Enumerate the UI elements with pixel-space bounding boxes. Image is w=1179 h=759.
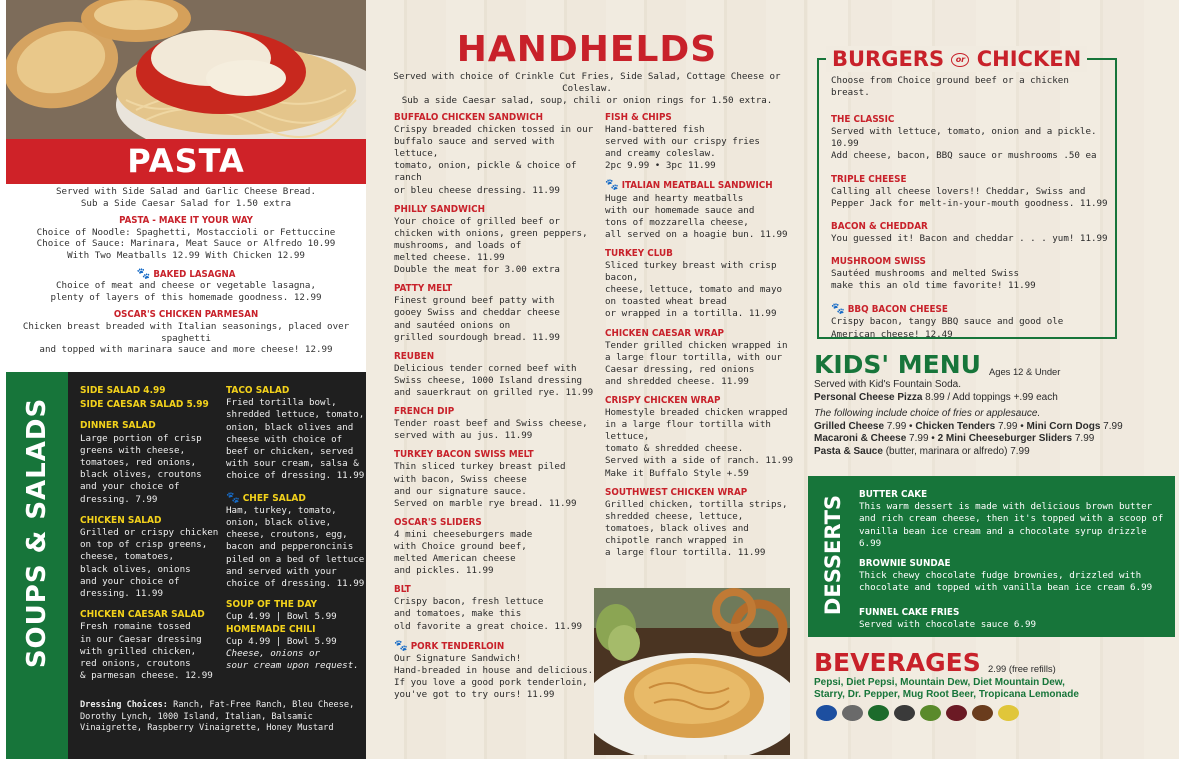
dessert-line: vanilla bean ice cream and a chocolate syrup drizzle 6.99 xyxy=(859,525,1147,549)
kids-item: Chicken Tenders xyxy=(915,420,996,432)
handheld-line: Swiss cheese, 1000 Island dressing xyxy=(394,374,583,386)
handheld-line: Tender grilled chicken wrapped in xyxy=(605,339,788,351)
kids-price: 7.99 xyxy=(1072,433,1095,445)
pasta-item-line: Choice of meat and cheese or vegetable lasagna, xyxy=(56,280,316,292)
soup-price: Cup 4.99 | Bowl 5.99 xyxy=(226,611,337,623)
handheld-name: FISH & CHIPS xyxy=(605,112,672,123)
handheld-line: Served with a side of ranch. 11.99 xyxy=(605,455,794,467)
kids-line-1 xyxy=(814,421,1174,434)
handheld-line: grilled sourdough bread. 11.99 xyxy=(394,331,560,343)
salad-line: onion, black olives and xyxy=(226,421,354,433)
handheld-name: PATTY MELT xyxy=(394,283,453,295)
salad-name: CHICKEN CAESAR SALAD xyxy=(80,609,205,621)
paw-print-icon: 🐾 xyxy=(831,302,845,316)
beverages-title: BEVERAGES xyxy=(814,648,981,677)
handheld-line: Double the meat for 3.00 extra xyxy=(394,264,560,276)
pasta-item-name: PASTA - MAKE IT YOUR WAY xyxy=(119,215,253,227)
burger-line: Calling all cheese lovers!! Cheddar, Swiss and xyxy=(831,185,1086,197)
mug-root-beer-logo-icon xyxy=(972,705,993,721)
diet-pepsi-logo-icon xyxy=(842,705,863,721)
kids-menu-section xyxy=(814,379,1174,459)
handheld-line: Crispy bacon, fresh lettuce xyxy=(394,596,544,608)
salad-line: black olives, onions xyxy=(80,563,191,575)
dressing-label: Dressing Choices: xyxy=(80,700,168,710)
handheld-line: shredded cheese, lettuce, xyxy=(605,510,744,522)
handheld-line: you've got to try ours! 11.99 xyxy=(394,689,555,701)
handheld-label: ITALIAN MEATBALL SANDWICH xyxy=(621,180,773,192)
tropicana-logo-icon xyxy=(998,705,1019,721)
salad-line: with sour cream, salsa & xyxy=(226,458,359,470)
burger-line: You guessed it! Bacon and cheddar . . . yum! 11.99 xyxy=(831,232,1108,244)
kids-pizza-name: Personal Cheese Pizza xyxy=(814,391,923,403)
handheld-line: served with au jus. 11.99 xyxy=(394,430,533,442)
salad-line: Fresh romaine tossed xyxy=(80,621,191,633)
handheld-line: mushrooms, and loads of xyxy=(394,239,522,251)
handhelds-sub-2: Sub a side Caesar salad, soup, chili or onion rings for 1.50 extra. xyxy=(401,95,773,107)
handheld-line: buffalo sauce and served with lettuce, xyxy=(394,136,555,160)
salad-line: shredded lettuce, tomato, xyxy=(226,409,365,421)
handheld-line: Make it Buffalo Style +.59 xyxy=(605,467,749,479)
handhelds-sub-1: Served with choice of Crinkle Cut Fries, Side Salad, Cottage Cheese or Coleslaw. xyxy=(393,71,781,95)
pasta-intro-2: Sub a Side Caesar Salad for 1.50 extra xyxy=(80,197,292,209)
handheld-line: and pickles. 11.99 xyxy=(394,565,494,577)
handheld-line: Your choice of grilled beef or xyxy=(394,215,560,227)
salad-line: Ham, turkey, tomato, xyxy=(226,504,337,516)
burger-line: Served with lettuce, tomato, onion and a pickle. 10.99 xyxy=(831,126,1097,150)
beverage-logos xyxy=(816,705,1019,721)
kids-served: Served with Kid's Fountain Soda. xyxy=(814,379,961,390)
burger-line: make this an old time favorite! 11.99 xyxy=(831,280,1036,292)
salad-line: beef or chicken, served xyxy=(226,446,354,458)
soup-of-the-day: SOUP OF THE DAY xyxy=(226,599,318,611)
burger-name xyxy=(831,303,1113,316)
handheld-name: BLT xyxy=(394,584,411,596)
paw-print-icon: 🐾 xyxy=(394,638,408,652)
handheld-label: PORK TENDERLOIN xyxy=(410,640,505,652)
salad-line: cheese, croutons, egg, xyxy=(226,529,348,541)
kids-item: Mini Corn Dogs xyxy=(1026,420,1101,432)
handheld-name: TURKEY CLUB xyxy=(605,247,673,259)
salad-line: dressing. 11.99 xyxy=(80,588,163,600)
beverages-list xyxy=(814,677,1114,702)
chicken-title-part: CHICKEN xyxy=(976,47,1082,71)
salad-line: and served with your xyxy=(226,565,337,577)
handheld-line: or wrapped in a tortilla. 11.99 xyxy=(605,308,777,320)
handheld-name: PHILLY SANDWICH xyxy=(394,203,485,215)
pasta-photo xyxy=(6,0,366,139)
burger-line: Pepper Jack for melt-in-your-mouth goodness. 11.99 xyxy=(831,197,1108,209)
burger-name: BACON & CHEDDAR xyxy=(831,220,928,232)
burger-name: TRIPLE CHEESE xyxy=(831,173,907,185)
burger-name: MUSHROOM SWISS xyxy=(831,256,926,268)
salad-line: tomatoes, red onions, xyxy=(80,457,197,469)
pasta-title: PASTA xyxy=(127,142,245,180)
kids-item: 2 Mini Cheeseburger Sliders xyxy=(937,433,1073,445)
pasta-section xyxy=(6,186,366,356)
burger-line: Sautéed mushrooms and melted Swiss xyxy=(831,268,1020,280)
handheld-line: melted American cheese xyxy=(394,553,516,565)
handheld-line: or bleu cheese dressing. 11.99 xyxy=(394,184,560,196)
kids-pizza-line xyxy=(814,392,1174,405)
handheld-line: chipotle ranch wrapped in xyxy=(605,535,744,546)
paw-print-icon: 🐾 xyxy=(605,178,619,192)
handheld-line: served with our crispy fries xyxy=(605,136,760,148)
tenderloin-photo-art xyxy=(594,588,790,755)
side-salad: SIDE SALAD 4.99 xyxy=(80,385,166,396)
handheld-line: Hand-battered fish xyxy=(605,124,705,136)
handheld-name: FRENCH DIP xyxy=(394,406,455,418)
handheld-line: cheese, lettuce, tomato and mayo xyxy=(605,284,783,296)
salad-line: piled on a bed of lettuce xyxy=(226,553,365,565)
kids-item: Macaroni & Cheese xyxy=(814,433,907,445)
burger-line: Add cheese, bacon, BBQ sauce or mushrooms .50 ea xyxy=(831,150,1097,162)
salad-name: CHICKEN SALAD xyxy=(80,514,162,526)
handheld-line: and our signature sauce. xyxy=(394,485,527,497)
handheld-line: a large flour tortilla. 11.99 xyxy=(605,547,766,559)
handheld-name: REUBEN xyxy=(394,350,435,362)
kids-item: Pasta & Sauce xyxy=(814,445,883,457)
handheld-line: and sauerkraut on grilled rye. 11.99 xyxy=(394,386,594,398)
handheld-line: 2pc 9.99 • 3pc 11.99 xyxy=(605,160,716,172)
handheld-name: SOUTHWEST CHICKEN WRAP xyxy=(605,486,748,498)
handheld-line: Huge and hearty meatballs xyxy=(605,192,744,204)
beverages-price: 2.99 (free refills) xyxy=(988,663,1056,674)
paw-print-icon: 🐾 xyxy=(226,490,240,504)
handheld-name: OSCAR'S SLIDERS xyxy=(394,516,482,528)
handheld-name xyxy=(394,640,599,653)
handheld-line: Tender roast beef and Swiss cheese, xyxy=(394,418,588,430)
pasta-item-line: Choice of Sauce: Marinara, Meat Sauce or Alfredo 10.99 xyxy=(36,238,336,250)
handheld-line: 4 mini cheeseburgers made xyxy=(394,528,533,540)
burgers-chicken-title xyxy=(826,46,1087,72)
pasta-item-line: With Two Meatballs 12.99 With Chicken 12.99 xyxy=(67,249,305,261)
salad-line: cheese with choice of xyxy=(226,433,343,445)
kids-pizza-price: 8.99 / Add toppings +.99 each xyxy=(922,391,1058,403)
desserts-section xyxy=(859,489,1171,631)
dessert-line: Served with chocolate sauce 6.99 xyxy=(859,618,1037,630)
salad-line: choice of dressing. 11.99 xyxy=(226,578,365,590)
mountain-dew-logo-icon xyxy=(868,705,889,721)
pasta-intro-1: Served with Side Salad and Garlic Cheese Bread. xyxy=(56,186,316,197)
dessert-line: chocolate and topped with vanilla bean ice cream 6.99 xyxy=(859,582,1153,594)
handheld-name xyxy=(605,179,805,192)
tenderloin-photo xyxy=(594,588,790,755)
burger-line: American cheese! 12.49 xyxy=(831,328,953,340)
handhelds-title: HANDHELDS xyxy=(456,29,718,70)
handheld-line: Grilled chicken, tortilla strips, xyxy=(605,498,788,510)
starry-logo-icon xyxy=(920,705,941,721)
burgers-section xyxy=(831,75,1113,341)
salad-line: Fried tortilla bowl, xyxy=(226,397,337,409)
handheld-line: Caesar dressing, red onions xyxy=(605,363,755,375)
handheld-line: in a large flour tortilla with lettuce, xyxy=(605,419,771,443)
homemade-chili: HOMEMADE CHILI xyxy=(226,623,316,635)
dessert-name: BUTTER CAKE xyxy=(859,489,928,500)
salad-line: bacon and pepperoncinis xyxy=(226,541,354,553)
salad-line: and your choice of xyxy=(80,575,180,587)
salad-name: DINNER SALAD xyxy=(80,420,156,432)
handheld-line: and sautéed onions on xyxy=(394,319,511,331)
handheld-line: Finest ground beef patty with xyxy=(394,295,555,307)
handheld-line: and shredded cheese. 11.99 xyxy=(605,375,749,387)
pasta-photo-art xyxy=(6,0,366,139)
kids-note: The following include choice of fries or applesauce. xyxy=(814,408,1041,420)
chili-note: Cheese, onions or xyxy=(226,648,321,660)
diet-dew-logo-icon xyxy=(894,705,915,721)
handheld-line: on toasted wheat bread xyxy=(605,296,727,308)
handheld-line: Served on marble rye bread. 11.99 xyxy=(394,497,577,509)
handheld-line: If you love a good pork tenderloin, xyxy=(394,676,588,688)
handheld-line: Delicious tender corned beef with xyxy=(394,362,577,374)
kids-line-2 xyxy=(814,433,1174,446)
chili-note: sour cream upon request. xyxy=(226,660,359,672)
pasta-item-label: BAKED LASAGNA xyxy=(153,268,236,280)
salad-line: dressing. 7.99 xyxy=(80,493,158,505)
burgers-title-part: BURGERS xyxy=(832,47,945,71)
burger-line: Crispy bacon, tangy BBQ sauce and good ole xyxy=(831,316,1064,328)
handheld-line: old favorite a great choice. 11.99 xyxy=(394,620,583,632)
handheld-name: BUFFALO CHICKEN SANDWICH xyxy=(394,112,544,123)
handheld-line: gooey Swiss and cheddar cheese xyxy=(394,307,560,319)
kids-menu-title: KIDS' MENU xyxy=(814,350,981,379)
salad-line: cheese, tomatoes, xyxy=(80,551,175,563)
salad-line: onion, black olive, xyxy=(226,517,332,529)
kids-age-note: Ages 12 & Under xyxy=(989,366,1061,377)
beverages-line-2: Starry, Dr. Pepper, Mug Root Beer, Tropicana Lemonade xyxy=(814,689,1079,701)
paw-print-icon: 🐾 xyxy=(136,266,151,280)
salad-line: on top of crisp greens, xyxy=(80,539,208,551)
kids-price: (butter, marinara or alfredo) 7.99 xyxy=(882,445,1030,457)
handheld-line: and creamy coleslaw. xyxy=(605,148,716,160)
beverages-line-1: Pepsi, Diet Pepsi, Mountain Dew, Diet Mountain Dew, xyxy=(814,677,1065,688)
soups-column-1 xyxy=(80,385,225,682)
soups-salads-title: SOUPS & SALADS xyxy=(22,397,52,669)
handheld-line: tomato & shredded cheese. xyxy=(605,443,744,455)
burger-label: BBQ BACON CHEESE xyxy=(847,304,948,316)
pasta-item-line: Choice of Noodle: Spaghetti, Mostaccioli or Fettuccine xyxy=(36,226,336,238)
handheld-line: Sliced turkey breast with crisp bacon, xyxy=(605,260,777,284)
handheld-line: tomato, onion, pickle & choice of ranch xyxy=(394,160,577,184)
handheld-line: all served on a hoagie bun. 11.99 xyxy=(605,228,788,240)
handheld-line: Hand-breaded in house and delicious. xyxy=(394,664,594,676)
handhelds-column-1 xyxy=(394,112,599,701)
kids-price: 7.99 • xyxy=(884,420,916,432)
handheld-line: tons of mozzarella cheese, xyxy=(605,216,749,228)
salad-line: red onions, croutons xyxy=(80,658,191,670)
dressing-choices xyxy=(80,700,362,735)
pasta-item-name: OSCAR'S CHICKEN PARMESAN xyxy=(113,309,259,321)
burger-name: THE CLASSIC xyxy=(831,114,895,126)
pasta-item-line: and topped with marinara sauce and more cheese! 12.99 xyxy=(39,344,333,356)
handheld-line: melted cheese. 11.99 xyxy=(394,252,505,264)
handheld-line: Our Signature Sandwich! xyxy=(394,652,522,664)
salad-line: greens with cheese, xyxy=(80,444,186,456)
salad-line: & parmesan cheese. 12.99 xyxy=(80,670,213,682)
dressing-text: Ranch, Fat-Free Ranch, Bleu Cheese, Dorothy Lynch, 1000 Island, Italian, Balsamic Vinaigrette, Raspberry Vinaigrette, Honey Mustard xyxy=(80,700,355,734)
handhelds-subtitle xyxy=(366,71,808,108)
chili-price: Cup 4.99 | Bowl 5.99 xyxy=(226,635,337,647)
kids-item: Grilled Cheese xyxy=(814,420,885,432)
handheld-line: with Choice ground beef, xyxy=(394,541,527,552)
salad-line: with grilled chicken, xyxy=(80,645,197,657)
kids-line-3 xyxy=(814,446,1174,459)
salad-line: choice of dressing. 11.99 xyxy=(226,470,365,482)
dessert-name: FUNNEL CAKE FRIES xyxy=(859,606,960,618)
handheld-line: Homestyle breaded chicken wrapped xyxy=(605,407,788,419)
handheld-name: TURKEY BACON SWISS MELT xyxy=(394,449,534,461)
salad-line: Grilled or crispy chicken xyxy=(80,527,219,539)
side-caesar-salad: SIDE CAESAR SALAD 5.99 xyxy=(80,399,209,411)
kids-price: 7.99 xyxy=(1100,420,1123,432)
dessert-name: BROWNIE SUNDAE xyxy=(859,558,951,570)
salad-label: CHEF SALAD xyxy=(242,492,306,504)
dessert-line: This warm dessert is made with delicious brown butter xyxy=(859,501,1153,513)
handheld-line: with bacon, Swiss cheese xyxy=(394,473,527,485)
desserts-title: DESSERTS xyxy=(821,494,845,616)
handheld-line: chicken with onions, green peppers, xyxy=(394,227,588,239)
salad-line: and your choice of xyxy=(80,481,180,493)
kids-price: 7.99 • xyxy=(906,433,938,445)
salad-name: TACO SALAD xyxy=(226,385,290,396)
handheld-line: a large flour tortilla, with our xyxy=(605,351,783,363)
salad-line: Large portion of crisp xyxy=(80,432,202,444)
salad-line: in our Caesar dressing xyxy=(80,633,202,645)
pasta-item-line: Chicken breast breaded with Italian seasonings, placed over spaghetti xyxy=(22,320,350,344)
salad-line: black olives, croutons xyxy=(80,469,202,481)
handheld-line: and tomatoes, make this xyxy=(394,608,522,620)
handhelds-column-2 xyxy=(605,112,805,559)
pasta-item-name xyxy=(6,268,366,281)
pepsi-logo-icon xyxy=(816,705,837,721)
soups-column-2 xyxy=(226,385,366,672)
burgers-intro: Choose from Choice ground beef or a chicken breast. xyxy=(831,75,1069,99)
pasta-item-line: plenty of layers of this homemade goodness. 12.99 xyxy=(50,291,322,303)
salad-name xyxy=(226,492,366,505)
handheld-line: Crispy breaded chicken tossed in our xyxy=(394,124,594,136)
handheld-name: CRISPY CHICKEN WRAP xyxy=(605,394,721,406)
dessert-line: and rich cream cheese, then it's topped with a scoop of xyxy=(859,513,1164,525)
or-badge: or xyxy=(951,53,969,67)
handheld-line: with our homemade sauce and xyxy=(605,204,755,216)
handheld-line: Thin sliced turkey breast piled xyxy=(394,461,566,473)
handheld-line: tomatoes, black olives and xyxy=(605,522,749,534)
handheld-name: CHICKEN CAESAR WRAP xyxy=(605,327,725,339)
dessert-line: Thick chewy chocolate fudge brownies, drizzled with xyxy=(859,570,1142,582)
kids-price: 7.99 • xyxy=(995,420,1027,432)
dr-pepper-logo-icon xyxy=(946,705,967,721)
